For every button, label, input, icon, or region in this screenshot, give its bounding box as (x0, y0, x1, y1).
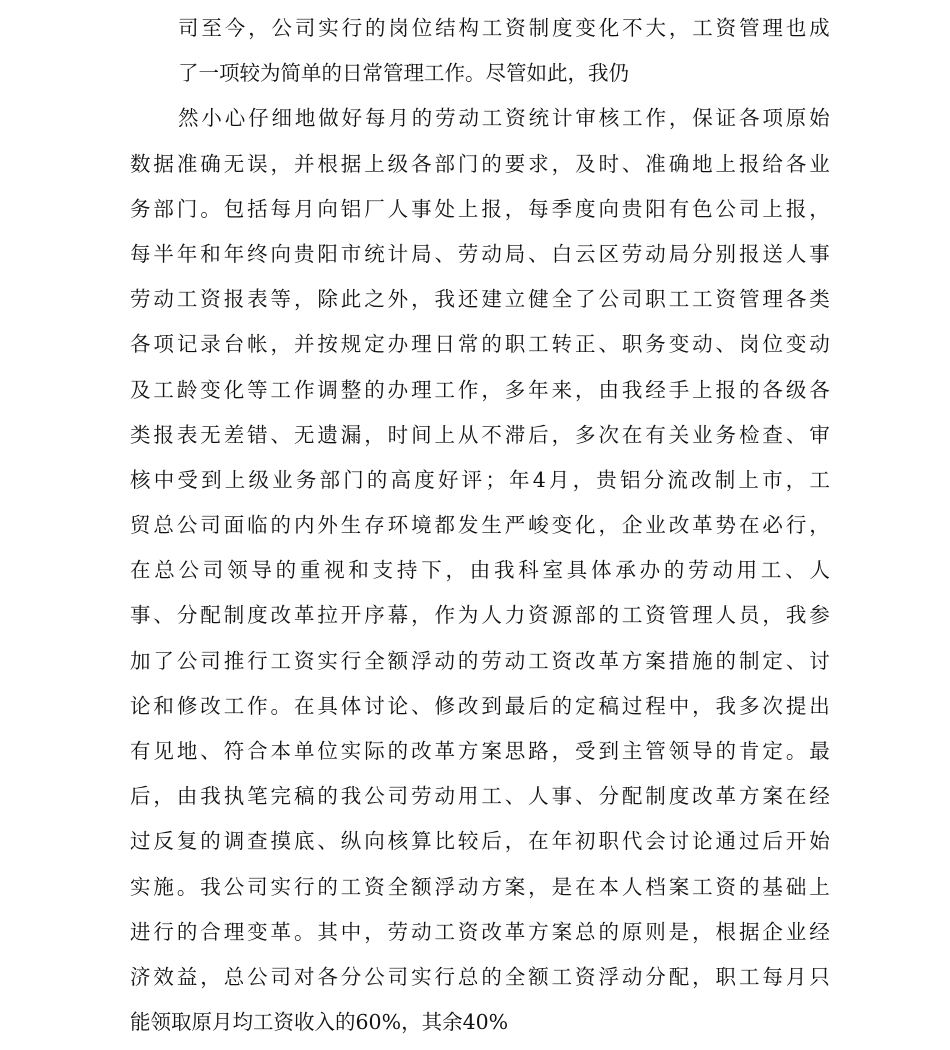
document-page (130, 6, 830, 1045)
text-line: 数 据 准 确 无 误 ， 并 根 据 上 级 各 部 门 的 要 求 ， 及 时 、 准 确 地 上 报 给 各 业 (130, 151, 830, 176)
text-line: 劳 动 工 资 报 表 等 ， 除 此 之 外 ， 我 还 建 立 健 全 了 公 司 职 工 工 资 管 理 各 类 (130, 287, 830, 312)
text-line: 济 效 益 ， 总 公 司 对 各 分 公 司 实 行 总 的 全 额 工 资 浮 动 分 配 ， 职 工 每 月 只 (130, 964, 830, 989)
text-line: 在 总 公 司 领 导 的 重 视 和 支 持 下 ， 由 我 科 室 具 体 承 办 的 劳 动 用 工 、 人 (130, 558, 830, 583)
text-line: 类 报 表 无 差 错 、 无 遗 漏 ， 时 间 上 从 不 滞 后 ， 多 次 在 有 关 业 务 检 查 、 审 (130, 422, 830, 447)
text-line: 过 反 复 的 调 查 摸 底 、 纵 向 核 算 比 较 后 ， 在 年 初 职 代 会 讨 论 通 过 后 开 始 (130, 829, 830, 854)
text-line: 了一项较为简单的日常管理工作。尽管如此，我仍 (178, 61, 629, 86)
text-line: 实 施 。 我 公 司 实 行 的 工 资 全 额 浮 动 方 案 ， 是 在 本 人 档 案 工 资 的 基 础 上 (130, 874, 830, 899)
text-line: 后 ， 由 我 执 笔 完 稿 的 我 公 司 劳 动 用 工 、 人 事 、 分 配 制 度 改 革 方 案 在 经 (130, 784, 830, 809)
text-line: 事 、 分 配 制 度 改 革 拉 开 序 幕 ， 作 为 人 力 资 源 部 的 工 资 管 理 人 员 ， 我 参 (130, 603, 830, 628)
text-line: 进 行 的 合 理 变 革 。 其 中 ， 劳 动 工 资 改 革 方 案 总 的 原 则 是 ， 根 据 企 业 经 (130, 919, 830, 944)
text-line: 司 至 今 ， 公 司 实 行 的 岗 位 结 构 工 资 制 度 变 化 不 大 ， 工 资 管 理 也 成 (178, 16, 830, 40)
text-line: 加 了 公 司 推 行 工 资 实 行 全 额 浮 动 的 劳 动 工 资 改 革 方 案 措 施 的 制 定 、 讨 (130, 648, 830, 673)
text-line: 然 小 心 仔 细 地 做 好 每 月 的 劳 动 工 资 统 计 审 核 工 作 ， 保 证 各 项 原 始 (178, 106, 830, 131)
text-line: 有 见 地 、 符 合 本 单 位 实 际 的 改 革 方 案 思 路 ， 受 到 主 管 领 导 的 肯 定 。 最 (130, 739, 830, 763)
text-line: 能领取原月均工资收入的60%，其余40% (130, 1010, 509, 1035)
text-line: 务 部 门 。 包 括 每 月 向 铝 厂 人 事 处 上 报 ， 每 季 度 向 贵 阳 有 色 公 司 上 报 ， (130, 196, 830, 221)
text-line: 核 中 受 到 上 级 业 务 部 门 的 高 度 好 评 ； 年 4 月 ， 贵 铝 分 流 改 制 上 市 ， 工 (130, 467, 830, 492)
text-line: 贸 总 公 司 面 临 的 内 外 生 存 环 境 都 发 生 严 峻 变 化 ， 企 业 改 革 势 在 必 行 ， (130, 513, 830, 538)
text-line: 及 工 龄 变 化 等 工 作 调 整 的 办 理 工 作 ， 多 年 来 ， 由 我 经 手 上 报 的 各 级 各 (130, 377, 830, 402)
text-line: 论 和 修 改 工 作 。 在 具 体 讨 论 、 修 改 到 最 后 的 定 稿 过 程 中 ， 我 多 次 提 出 (130, 693, 830, 718)
text-line: 各 项 记 录 台 帐 ， 并 按 规 定 办 理 日 常 的 职 工 转 正 、 职 务 变 动 、 岗 位 变 动 (130, 332, 830, 357)
text-line: 每 半 年 和 年 终 向 贵 阳 市 统 计 局 、 劳 动 局 、 白 云 区 劳 动 局 分 别 报 送 人 事 (130, 241, 830, 266)
